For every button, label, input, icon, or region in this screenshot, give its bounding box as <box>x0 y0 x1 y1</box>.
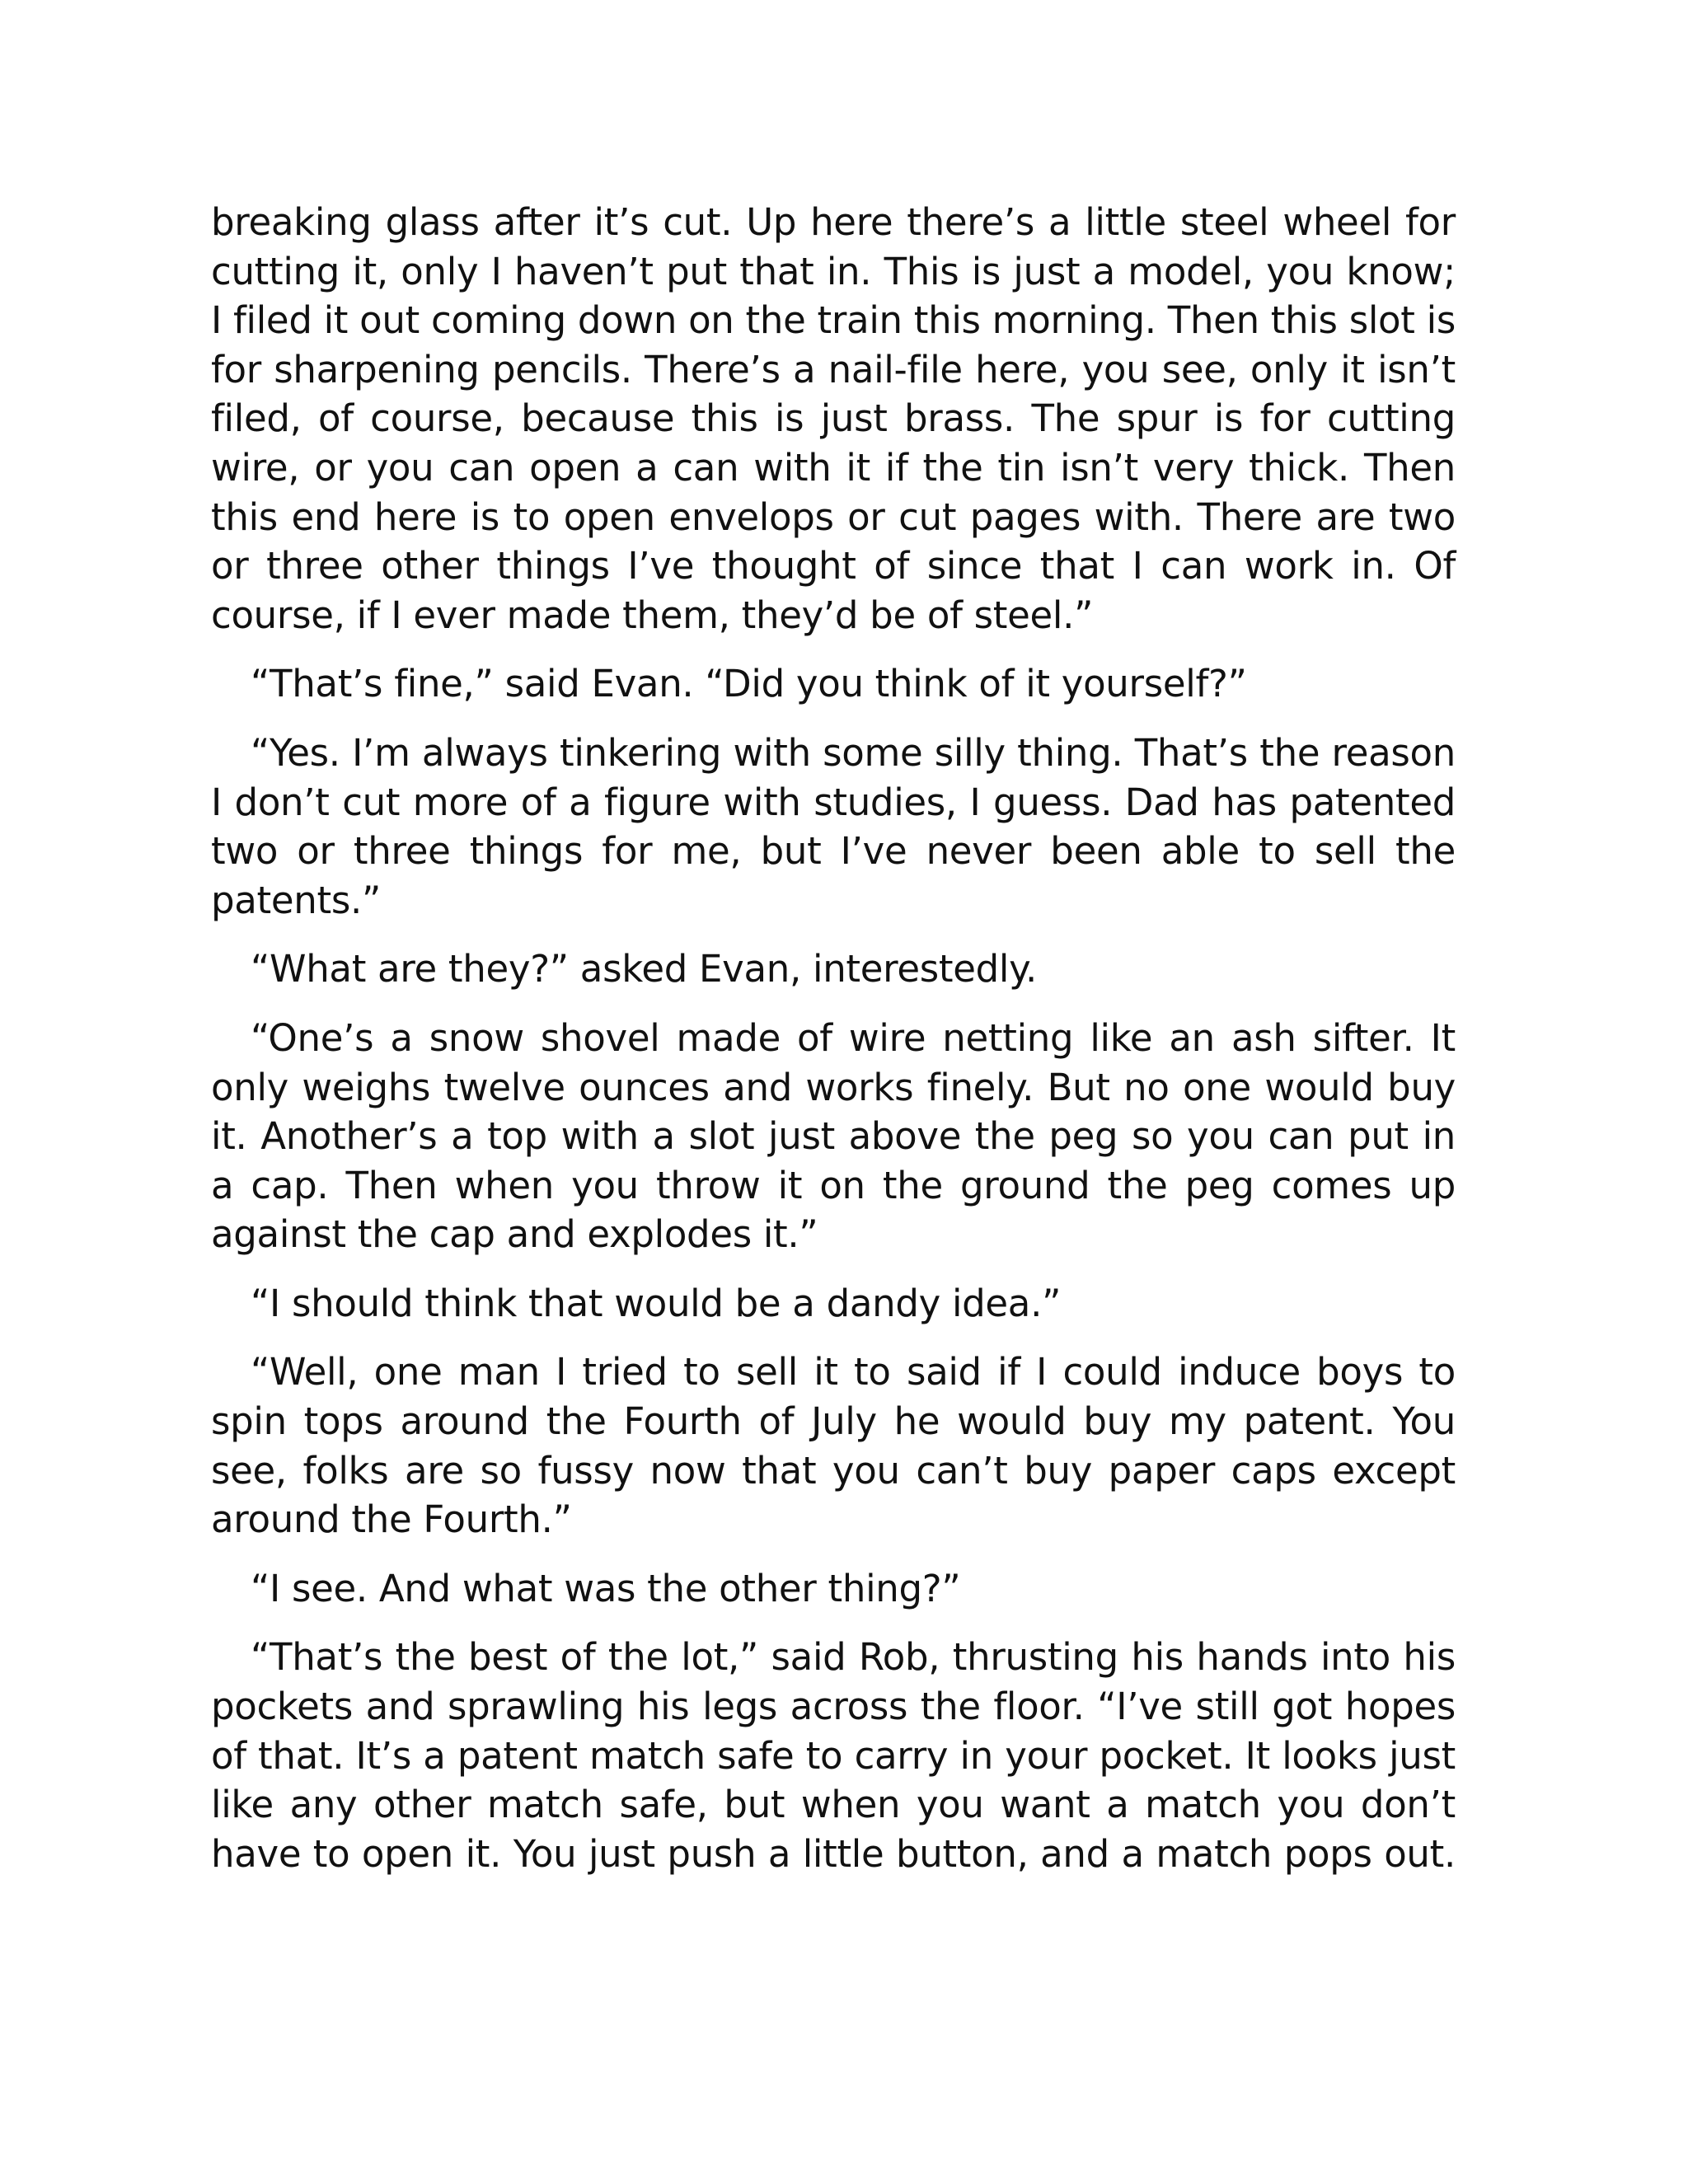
paragraph: “What are they?” asked Evan, interestedly. <box>251 947 1038 991</box>
paragraph: “I see. And what was the other thing?” <box>251 1566 961 1610</box>
paragraph: “I should think that would be a dandy idea.” <box>251 1281 1062 1325</box>
paragraph: “That’s fine,” said Evan. “Did you think of it yourself?” <box>251 662 1247 706</box>
paragraph: “One’s a snow shovel made of wire netting like an ash sifter. It only weighs twelve ounces and works finely. But no one would buy it. Another’s a top with a slot just above the peg so you can put in a cap. Then when you throw it on the ground the peg comes up against the cap and explodes it.” <box>211 1015 1456 1257</box>
paragraph: “Yes. I’m always tinkering with some silly thing. That’s the reason I don’t cut more of a figure with studies, I guess. Dad has patented two or three things for me, but I’ve never been able to sell the patents.” <box>211 730 1456 922</box>
page-body <box>211 198 1456 1898</box>
paragraph: “Well, one man I tried to sell it to said if I could induce boys to spin tops around the Fourth of July he would buy my patent. You see, folks are so fussy now that you can’t buy paper caps except around the Fourth.” <box>211 1350 1456 1542</box>
paragraph: breaking glass after it’s cut. Up here there’s a little steel wheel for cutting it, only I haven’t put that in. This is just a model, you know; I filed it out coming down on the train this morning. Then this slot is for sharpening pencils. There’s a nail-file here, you see, only it isn’t filed, of course, because this is just brass. The spur is for cutting wire, or you can open a can with it if the tin isn’t very thick. Then this end here is to open envelops or cut pages with. There are two or three other things I’ve thought of since that I can work in. Of course, if I ever made them, they’d be of steel.” <box>211 200 1456 637</box>
paragraph: “That’s the best of the lot,” said Rob, thrusting his hands into his pockets and sprawling his legs across the floor. “I’ve still got hopes of that. It’s a patent match safe to carry in your pocket. It looks just like any other match safe, but when you want a match you don’t have to open it. You just push a little button, and a match pops out. <box>211 1635 1456 1876</box>
